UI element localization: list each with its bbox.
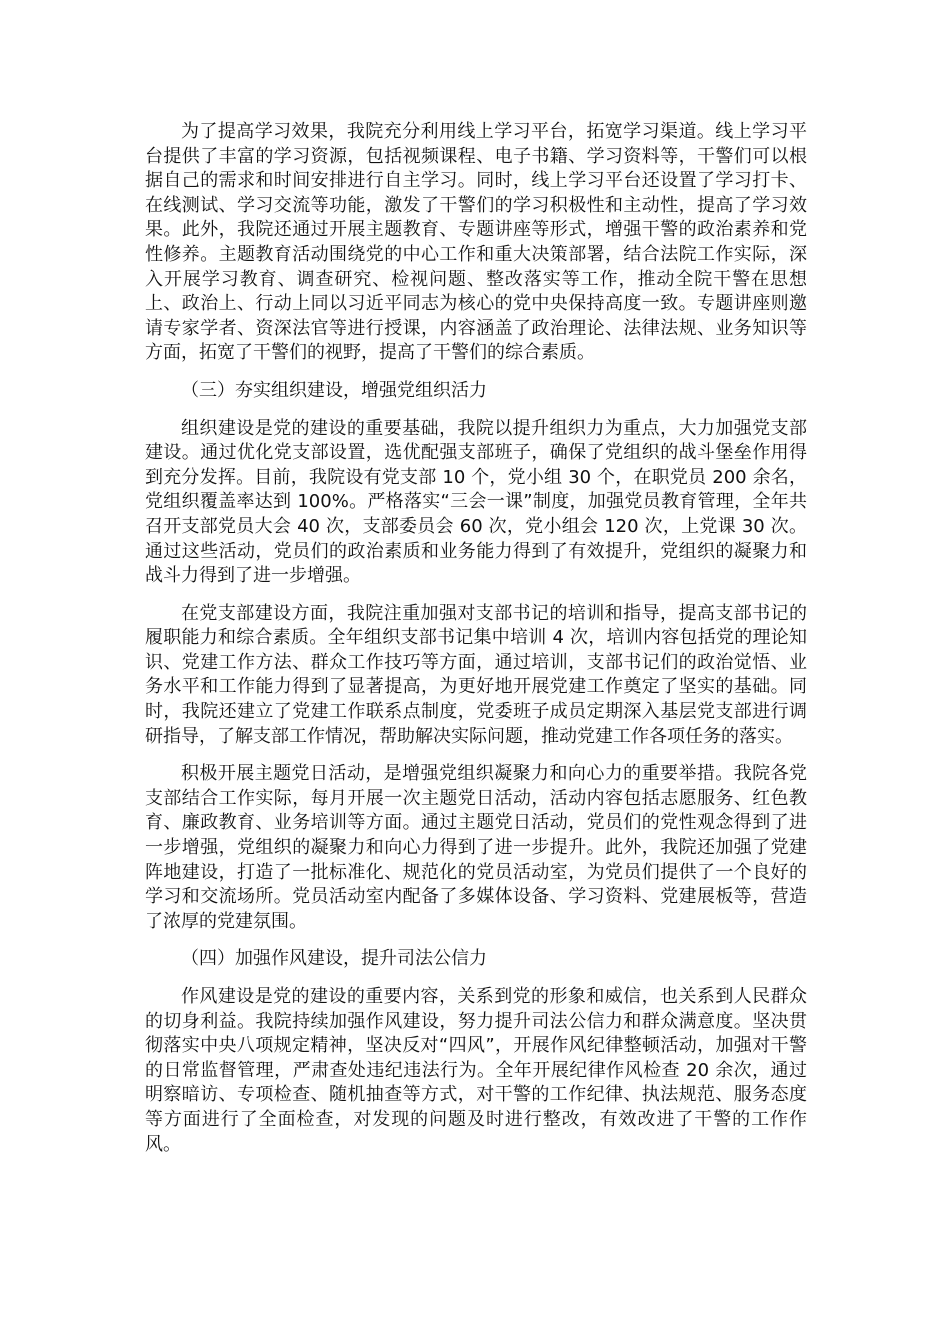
- paragraph-party-day: 积极开展主题党日活动，是增强党组织凝聚力和向心力的重要举措。我院各党支部结合工作实际，每月开展一次主题党日活动，活动内容包括志愿服务、红色教育、廉政教育、业务培训等方面。通过主题党日活动，党员们的党性观念得到了进一步增强，党组织的凝聚力和向心力得到了进一步提升。此外，我院还加强了党建阵地建设，打造了一批标准化、规范化的党员活动室，为党员们提供了一个良好的学习和交流场所。党员活动室内配备了多媒体设备、学习资料、党建展板等，营造了浓厚的党建氛围。: [145, 763, 807, 932]
- paragraph-work-style: 作风建设是党的建设的重要内容，关系到党的形象和威信，也关系到人民群众的切身利益。我院持续加强作风建设，努力提升司法公信力和群众满意度。坚决贯彻落实中央八项规定精神，坚决反对“四风”，开展作风纪律整顿活动，加强对干警的日常监督管理，严肃查处违纪违法行为。全年开展纪律作风检查 20 余次，通过明察暗访、专项检查、随机抽查等方式，对干警的工作纪律、执法规范、服务态度等方面进行了全面检查，对发现的问题及时进行整改，有效改进了干警的工作作风。: [145, 986, 807, 1155]
- document-page: [145, 120, 807, 1170]
- paragraph-organization-building: 组织建设是党的建设的重要基础，我院以提升组织力为重点，大力加强党支部建设。通过优化党支部设置，选优配强支部班子，确保了党组织的战斗堡垒作用得到充分发挥。目前，我院设有党支部 10 个，党小组 30 个，在职党员 200 余名，党组织覆盖率达到 100%。严格落实“三会一课”制度，加强党员教育管理，全年共召开支部党员大会 40 次，支部委员会 60 次，党小组会 120 次，上党课 30 次。通过这些活动，党员们的政治素质和业务能力得到了有效提升，党组织的凝聚力和战斗力得到了进一步增强。: [145, 417, 807, 587]
- paragraph-online-learning: 为了提高学习效果，我院充分利用线上学习平台，拓宽学习渠道。线上学习平台提供了丰富的学习资源，包括视频课程、电子书籍、学习资料等，干警们可以根据自己的需求和时间安排进行自主学习。同时，线上学习平台还设置了学习打卡、在线测试、学习交流等功能，激发了干警们的学习积极性和主动性，提高了学习效果。此外，我院还通过开展主题教育、专题讲座等形式，增强干警的政治素养和党性修养。主题教育活动围绕党的中心工作和重大决策部署，结合法院工作实际，深入开展学习教育、调查研究、检视问题、整改落实等工作，推动全院干警在思想上、政治上、行动上同以习近平同志为核心的党中央保持高度一致。专题讲座则邀请专家学者、资深法官等进行授课，内容涵盖了政治理论、法律法规、业务知识等方面，拓宽了干警们的视野，提高了干警们的综合素质。: [145, 121, 807, 364]
- paragraph-branch-building: 在党支部建设方面，我院注重加强对支部书记的培训和指导，提高支部书记的履职能力和综合素质。全年组织支部书记集中培训 4 次，培训内容包括党的理论知识、党建工作方法、群众工作技巧等方面，通过培训，支部书记们的政治觉悟、业务水平和工作能力得到了显著提高，为更好地开展党建工作奠定了坚实的基础。同时，我院还建立了党建工作联系点制度，党委班子成员定期深入基层党支部进行调研指导，了解支部工作情况，帮助解决实际问题，推动党建工作各项任务的落实。: [145, 602, 807, 747]
- section-heading-work-style: （四）加强作风建设，提升司法公信力: [181, 948, 487, 970]
- section-heading-organization: （三）夯实组织建设，增强党组织活力: [181, 379, 487, 401]
